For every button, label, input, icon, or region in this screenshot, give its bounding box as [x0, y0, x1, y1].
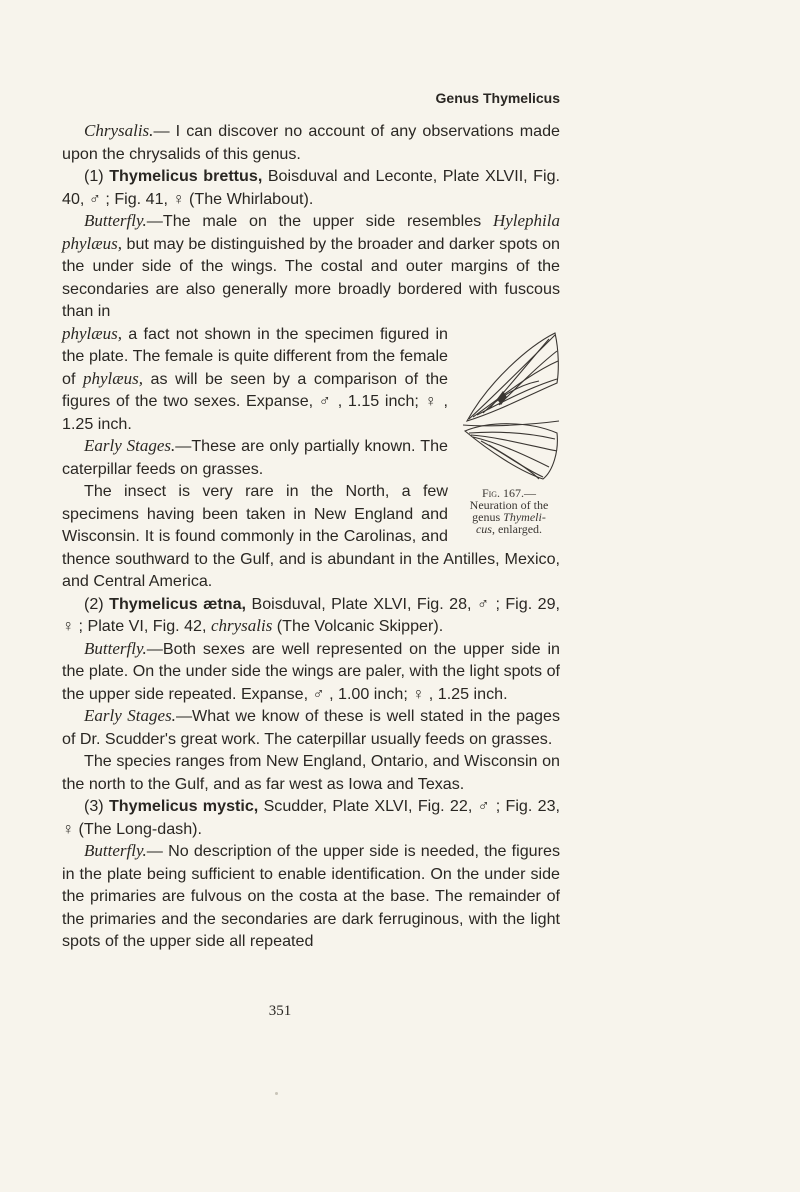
figure-caption: Fig. 167.— Neuration of the genus Thymeli- cus, enlarged.: [469, 485, 549, 536]
section-lead: Chrysalis.: [84, 121, 154, 140]
species-name: Thymelicus brettus,: [109, 167, 263, 185]
paragraph-chrysalis: Chrysalis.— I can discover no account of any observations made upon the chrysalids of this genus.: [62, 121, 560, 163]
running-header: Genus Thymelicus: [435, 90, 560, 106]
paragraph-range-aetna: The species ranges from New England, Ontario, and Wisconsin on the north to the Gulf, and as far west as Iowa and Texas.: [62, 752, 560, 793]
paragraph-species-mystic: (3) Thymelicus mystic, Scudder, Plate XLVI, Fig. 22, ♂ ; Fig. 23, ♀ (The Long-dash).: [62, 797, 561, 838]
body-text: Chrysalis.— I can discover no account of any observations made upon the chrysalids of this genus. (1) Thymelicus brettus, Boisduval and Leconte, Plate XLVII, Fig. 40, ♂ ; Fig. 41, ♀ (The Whirlabout). Butterfly.—The male on the upper side resembles Hylephila phylæus, but may be distinguished by the broader and darker spots on the under side of the wings. The costal and outer margins of the secondaries are also generally more broadly bordered with fuscous than in Fig. 167.— Neuration of the genus Thymeli- cus, enlarged. phylæus, a fact not shown in the specimen figured in the plate. The female is quite different from the female of phylæus, as will be seen by a comparison of the figures of the two sexes. Expanse, ♂ , 1.15 inch; ♀ , 1.25 inch. Early Stages.—These are only partially known. The caterpillar feeds on grasses. The insect is very rare in the North, a few specimens having been taken in New England and Wisconsin. It is found commonly in the Carolinas, and thence southward to the Gulf, and is abundant in the Antilles, Mexico, and Central America. (2) Thymelicus ætna, Boisduval, Plate XLVI, Fig. 28, ♂ ; Fig. 29, ♀ ; Plate VI, Fig. 42, chrysalis (The Volcanic Skipper). Butterfly.—Both sexes are well represented on the upper side in the plate. On the under side the wings are paler, with the light spots of the upper side repeated. Expanse, ♂ , 1.00 inch; ♀ , 1.25 inch. Early Stages.—What we know of these is well stated in the pages of Dr. Scudder's great work. The caterpillar usually feeds on grasses. The species ranges from New England, Ontario, and Wisconsin on the north to the Gulf, and as far west as Iowa and Texas. (3) Thymelicus mystic, Scudder, Plate XLVI, Fig. 22, ♂ ; Fig. 23, ♀ (The Long-dash). Butterfly.— No description of the upper side is needed, the figures in the plate being sufficient to enable identification. On the under side the primaries are fulvous on the costa at the base. The remainder of the primaries and the secondaries are dark ferruginous, with the light spots of the upper side all repeated: [62, 120, 560, 953]
paragraph-species-aetna: (2) Thymelicus ætna, Boisduval, Plate XLVI, Fig. 28, ♂ ; Fig. 29, ♀ ; Plate VI, Fig. 42, chrysalis (The Volcanic Skipper).: [62, 594, 560, 635]
section-lead: Early Stages.: [84, 436, 176, 455]
section-lead: Early Stages.: [84, 706, 176, 725]
paragraph-butterfly-mystic: Butterfly.— No description of the upper side is needed, the figures in the plate being sufficient to enable identification. On the under side the primaries are fulvous on the costa at the base. The remainder of the primaries and the secondaries are dark ferruginous, with the light spots of the upper side all repeated: [62, 841, 560, 950]
wing-neuration-illustration: [459, 321, 563, 481]
page-number: 351: [268, 1003, 292, 1019]
section-lead: Butterfly.: [84, 638, 147, 658]
paragraph-early-stages-brettus: Early Stages.—These are only partially known. The caterpillar feeds on grasses.: [62, 436, 448, 478]
species-name: Thymelicus ætna,: [109, 594, 247, 613]
section-lead: Butterfly.: [84, 841, 147, 860]
section-lead: Butterfly.: [84, 211, 147, 230]
paragraph-butterfly-aetna: Butterfly.—Both sexes are well represented on the upper side in the plate. On the under side the wings are paler, with the light spots of the upper side repeated. Expanse, ♂ , 1.00 inch; ♀ , 1.25 inch.: [62, 638, 560, 703]
species-name: Thymelicus mystic,: [108, 797, 259, 815]
paragraph-species-brettus: (1) Thymelicus brettus, Boisduval and Leconte, Plate XLVII, Fig. 40, ♂ ; Fig. 41, ♀ (The Whirlabout).: [62, 167, 560, 208]
paper-speck: [275, 1092, 278, 1095]
paragraph-butterfly-brettus: Butterfly.—The male on the upper side resembles Hylephila phylæus, but may be distinguished by the broader and darker spots on the under side of the wings. The costal and outer margins of the secondaries are also generally more broadly bordered with fuscous than in: [62, 211, 560, 320]
figure-167: [454, 321, 564, 536]
paragraph-range-brettus: The insect is very rare in the North, a few specimens having been taken in New England and Wisconsin. It is found commonly in the Carolinas, and thence southward to the Gulf, and is abundant in the Antilles, Mexico, and Central America.: [62, 482, 560, 590]
paragraph-early-stages-aetna: Early Stages.—What we know of these is well stated in the pages of Dr. Scudder's great work. The caterpillar usually feeds on grasses.: [62, 706, 560, 748]
